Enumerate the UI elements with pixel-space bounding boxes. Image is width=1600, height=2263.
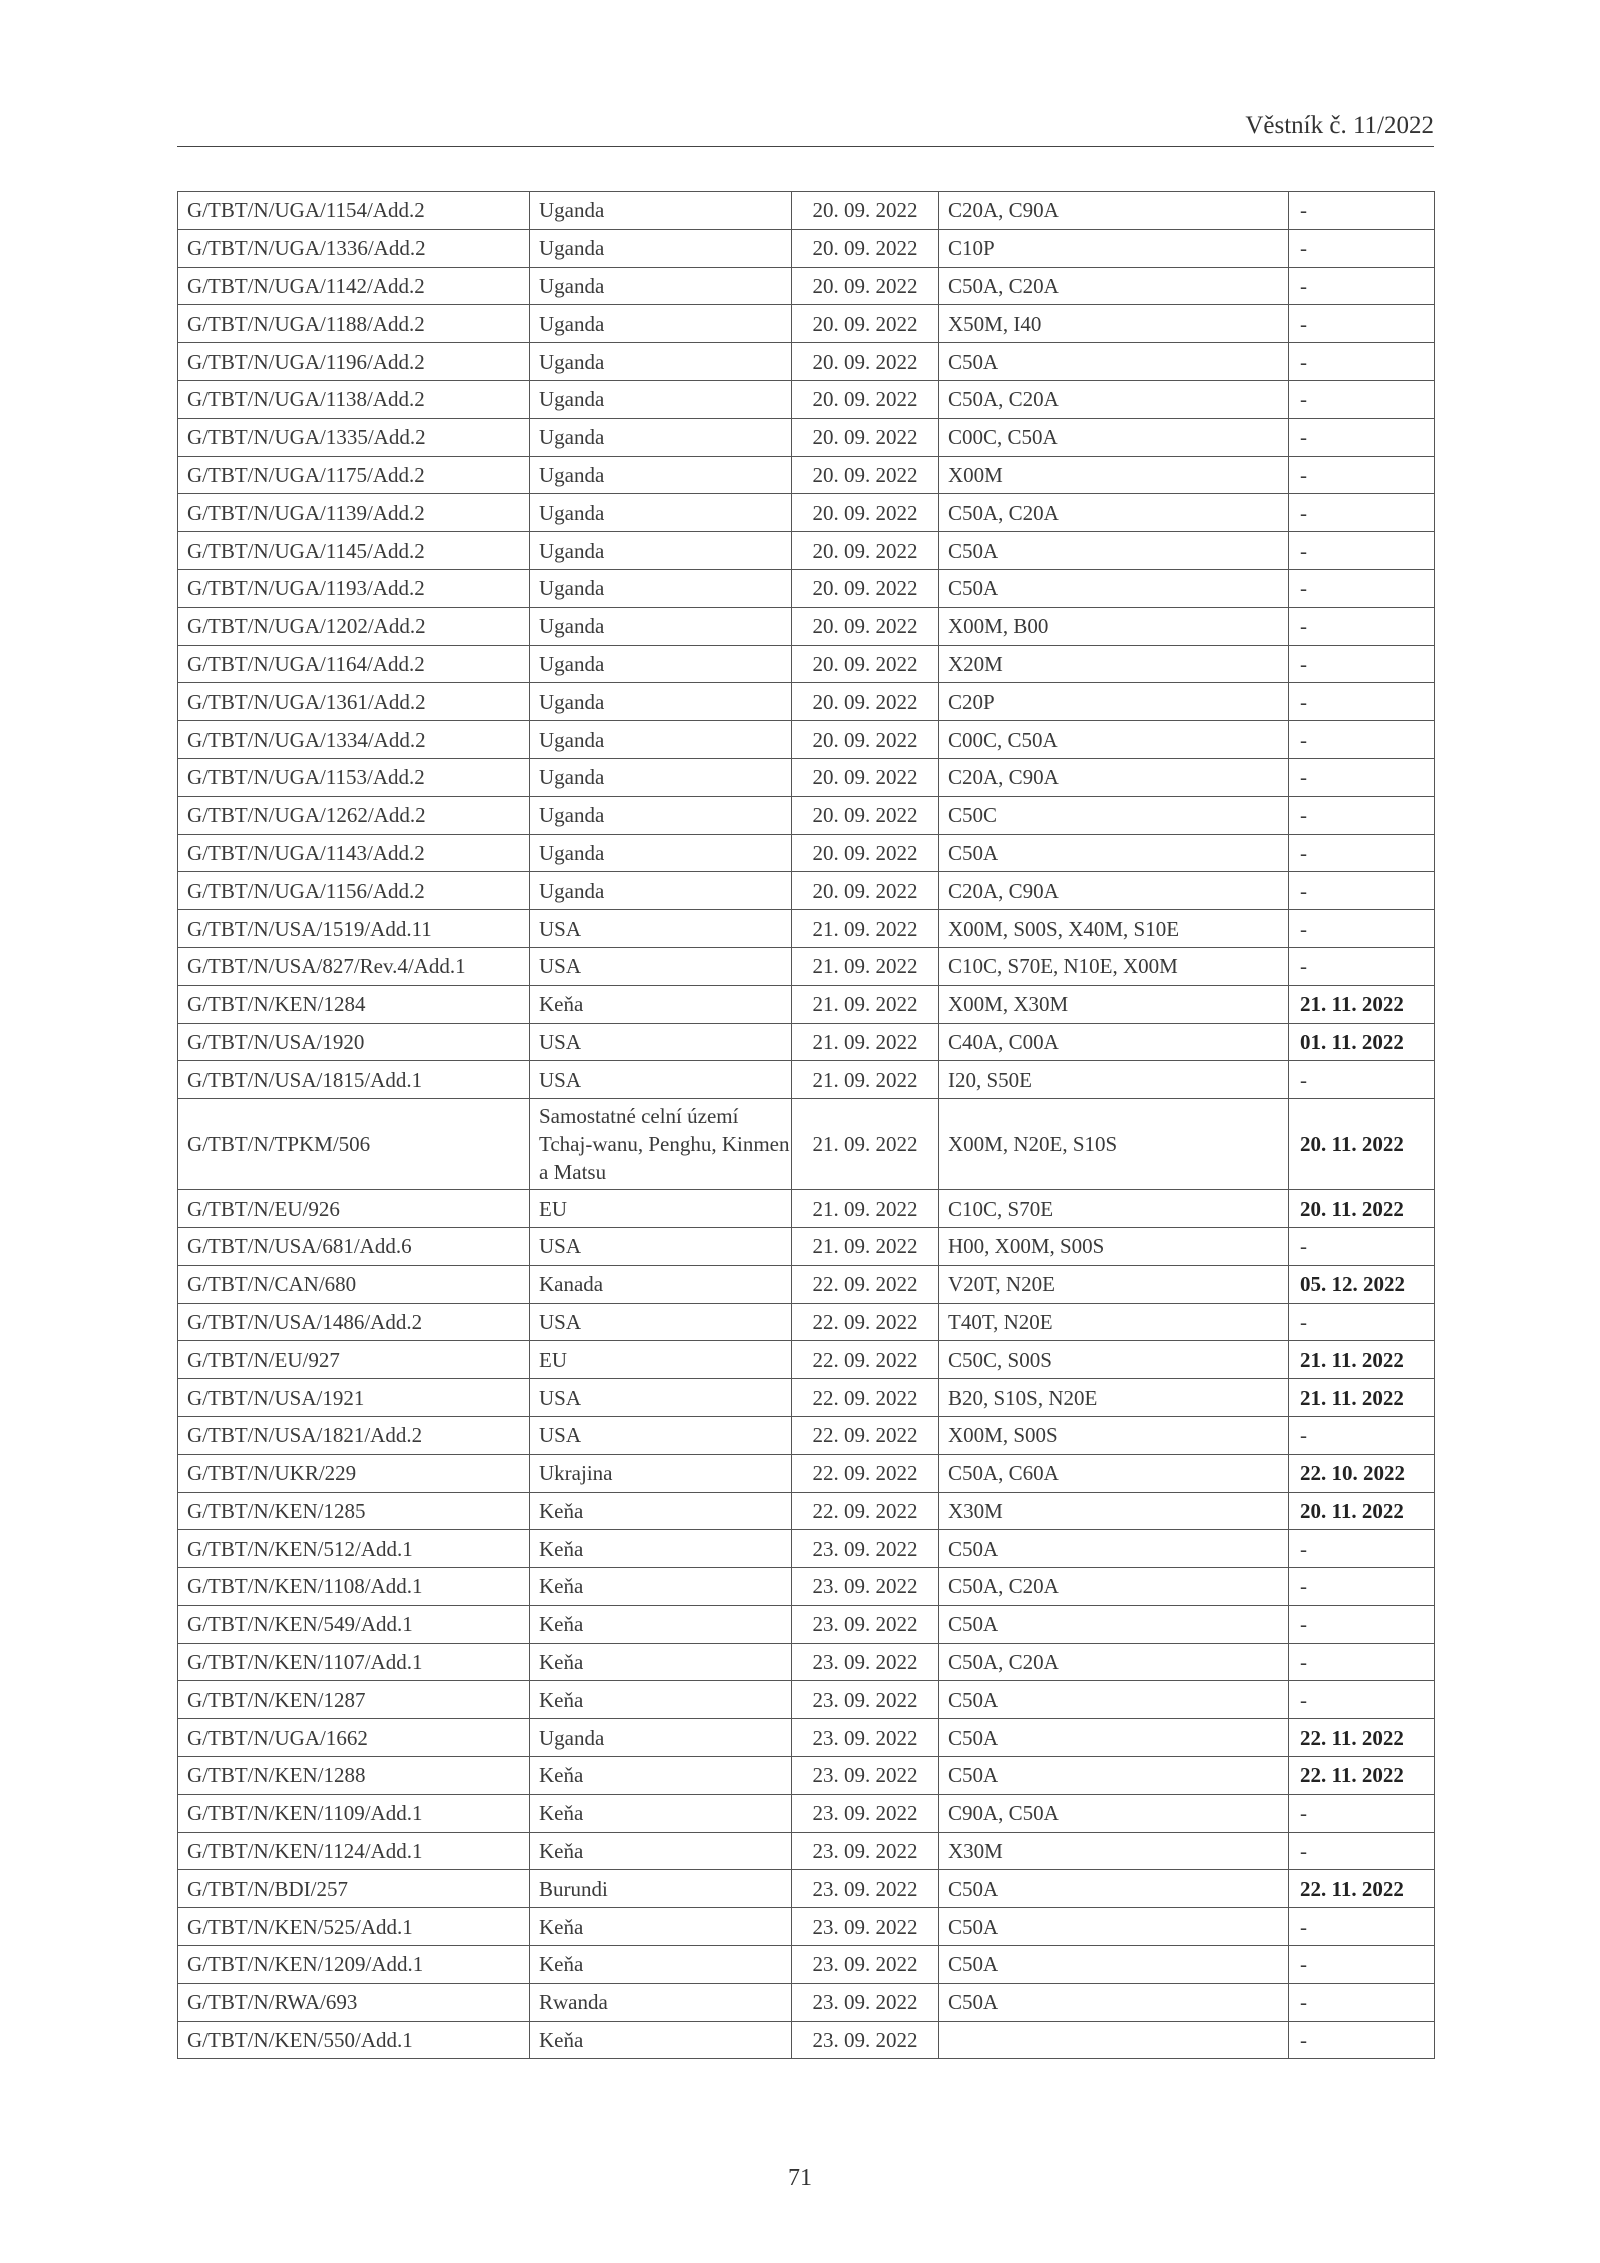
member-country-cell: Uganda xyxy=(530,192,792,230)
table-row xyxy=(178,494,1435,532)
notification-date-cell: 20. 09. 2022 xyxy=(792,796,939,834)
notification-date-cell: 23. 09. 2022 xyxy=(792,1794,939,1832)
table-row xyxy=(178,1908,1435,1946)
page-header: Věstník č. 11/2022 xyxy=(1245,112,1434,139)
comment-deadline-cell: - xyxy=(1289,1605,1435,1643)
notification-date-cell: 23. 09. 2022 xyxy=(792,1983,939,2021)
table-row xyxy=(178,1454,1435,1492)
comment-deadline-cell: - xyxy=(1289,721,1435,759)
comment-deadline-cell: - xyxy=(1289,343,1435,381)
notification-date-cell: 20. 09. 2022 xyxy=(792,494,939,532)
comment-deadline-cell: - xyxy=(1289,645,1435,683)
member-country-cell: Uganda xyxy=(530,532,792,570)
notification-date-cell: 22. 09. 2022 xyxy=(792,1416,939,1454)
notification-date-cell: 21. 09. 2022 xyxy=(792,985,939,1023)
member-country-cell: USA xyxy=(530,1379,792,1417)
member-country-cell: Keňa xyxy=(530,985,792,1023)
member-country-cell: Samostatné celní území Tchaj-wanu, Penghu, Kinmen a Matsu xyxy=(530,1099,792,1190)
notification-code-cell: G/TBT/N/UGA/1361/Add.2 xyxy=(178,683,530,721)
classification-codes-cell: X00M, S00S xyxy=(939,1416,1289,1454)
comment-deadline-cell: 20. 11. 2022 xyxy=(1289,1492,1435,1530)
notification-date-cell: 20. 09. 2022 xyxy=(792,305,939,343)
member-country-cell: Uganda xyxy=(530,418,792,456)
notification-code-cell: G/TBT/N/USA/1486/Add.2 xyxy=(178,1303,530,1341)
notification-date-cell: 23. 09. 2022 xyxy=(792,1530,939,1568)
classification-codes-cell: T40T, N20E xyxy=(939,1303,1289,1341)
classification-codes-cell: C50C, S00S xyxy=(939,1341,1289,1379)
classification-codes-cell: B20, S10S, N20E xyxy=(939,1379,1289,1417)
notification-code-cell: G/TBT/N/UKR/229 xyxy=(178,1454,530,1492)
comment-deadline-cell: 22. 11. 2022 xyxy=(1289,1757,1435,1795)
notification-date-cell: 20. 09. 2022 xyxy=(792,192,939,230)
notification-date-cell: 20. 09. 2022 xyxy=(792,721,939,759)
notifications-table xyxy=(177,191,1435,2059)
table-row xyxy=(178,834,1435,872)
member-country-cell: Kanada xyxy=(530,1265,792,1303)
table-row xyxy=(178,1227,1435,1265)
notification-date-cell: 22. 09. 2022 xyxy=(792,1303,939,1341)
member-country-cell: Uganda xyxy=(530,796,792,834)
table-row xyxy=(178,1568,1435,1606)
member-country-cell: Uganda xyxy=(530,305,792,343)
notification-code-cell: G/TBT/N/USA/1821/Add.2 xyxy=(178,1416,530,1454)
comment-deadline-cell: 22. 11. 2022 xyxy=(1289,1870,1435,1908)
comment-deadline-cell: - xyxy=(1289,192,1435,230)
notification-date-cell: 21. 09. 2022 xyxy=(792,1023,939,1061)
member-country-cell: Keňa xyxy=(530,1946,792,1984)
notification-date-cell: 20. 09. 2022 xyxy=(792,380,939,418)
comment-deadline-cell: - xyxy=(1289,380,1435,418)
classification-codes-cell: C90A, C50A xyxy=(939,1794,1289,1832)
table-row xyxy=(178,380,1435,418)
notification-date-cell: 20. 09. 2022 xyxy=(792,418,939,456)
notification-code-cell: G/TBT/N/CAN/680 xyxy=(178,1265,530,1303)
comment-deadline-cell: 22. 10. 2022 xyxy=(1289,1454,1435,1492)
classification-codes-cell: C50A xyxy=(939,1757,1289,1795)
member-country-cell: Keňa xyxy=(530,1605,792,1643)
member-country-cell: Uganda xyxy=(530,456,792,494)
notification-code-cell: G/TBT/N/KEN/550/Add.1 xyxy=(178,2021,530,2059)
table-row xyxy=(178,872,1435,910)
table-row xyxy=(178,683,1435,721)
notification-date-cell: 20. 09. 2022 xyxy=(792,834,939,872)
classification-codes-cell: C50A xyxy=(939,1605,1289,1643)
notification-date-cell: 20. 09. 2022 xyxy=(792,872,939,910)
comment-deadline-cell: - xyxy=(1289,947,1435,985)
classification-codes-cell: C50A, C20A xyxy=(939,494,1289,532)
comment-deadline-cell: - xyxy=(1289,796,1435,834)
comment-deadline-cell: - xyxy=(1289,569,1435,607)
comment-deadline-cell: - xyxy=(1289,1568,1435,1606)
notification-date-cell: 22. 09. 2022 xyxy=(792,1265,939,1303)
notification-code-cell: G/TBT/N/KEN/1107/Add.1 xyxy=(178,1643,530,1681)
notification-date-cell: 23. 09. 2022 xyxy=(792,1605,939,1643)
member-country-cell: Keňa xyxy=(530,1530,792,1568)
notification-date-cell: 23. 09. 2022 xyxy=(792,1870,939,1908)
notification-date-cell: 21. 09. 2022 xyxy=(792,1227,939,1265)
table-row xyxy=(178,569,1435,607)
notification-code-cell: G/TBT/N/UGA/1139/Add.2 xyxy=(178,494,530,532)
member-country-cell: Keňa xyxy=(530,1832,792,1870)
comment-deadline-cell: 21. 11. 2022 xyxy=(1289,1341,1435,1379)
table-row xyxy=(178,192,1435,230)
notification-code-cell: G/TBT/N/UGA/1193/Add.2 xyxy=(178,569,530,607)
member-country-cell: Burundi xyxy=(530,1870,792,1908)
member-country-cell: USA xyxy=(530,1061,792,1099)
notification-code-cell: G/TBT/N/UGA/1662 xyxy=(178,1719,530,1757)
classification-codes-cell: X00M xyxy=(939,456,1289,494)
notification-date-cell: 20. 09. 2022 xyxy=(792,456,939,494)
notification-date-cell: 20. 09. 2022 xyxy=(792,645,939,683)
table-row xyxy=(178,1265,1435,1303)
notification-date-cell: 22. 09. 2022 xyxy=(792,1379,939,1417)
notification-date-cell: 21. 09. 2022 xyxy=(792,1099,939,1190)
classification-codes-cell: I20, S50E xyxy=(939,1061,1289,1099)
table-row xyxy=(178,1870,1435,1908)
member-country-cell: Uganda xyxy=(530,229,792,267)
table-row xyxy=(178,721,1435,759)
notification-date-cell: 20. 09. 2022 xyxy=(792,569,939,607)
notification-date-cell: 20. 09. 2022 xyxy=(792,343,939,381)
notification-code-cell: G/TBT/N/EU/926 xyxy=(178,1190,530,1228)
notification-code-cell: G/TBT/N/USA/827/Rev.4/Add.1 xyxy=(178,947,530,985)
comment-deadline-cell: - xyxy=(1289,1227,1435,1265)
member-country-cell: Uganda xyxy=(530,494,792,532)
table-row xyxy=(178,1681,1435,1719)
comment-deadline-cell: - xyxy=(1289,2021,1435,2059)
notification-code-cell: G/TBT/N/UGA/1154/Add.2 xyxy=(178,192,530,230)
notification-date-cell: 22. 09. 2022 xyxy=(792,1454,939,1492)
table-row xyxy=(178,1832,1435,1870)
table-row xyxy=(178,1794,1435,1832)
notification-code-cell: G/TBT/N/UGA/1145/Add.2 xyxy=(178,532,530,570)
table-row xyxy=(178,456,1435,494)
notification-code-cell: G/TBT/N/KEN/525/Add.1 xyxy=(178,1908,530,1946)
table-row xyxy=(178,418,1435,456)
table-row xyxy=(178,645,1435,683)
classification-codes-cell: C50A xyxy=(939,1983,1289,2021)
notification-code-cell: G/TBT/N/UGA/1138/Add.2 xyxy=(178,380,530,418)
member-country-cell: Uganda xyxy=(530,569,792,607)
classification-codes-cell: C50A, C20A xyxy=(939,380,1289,418)
table-row xyxy=(178,1303,1435,1341)
header-divider xyxy=(177,146,1434,147)
classification-codes-cell: C50A xyxy=(939,343,1289,381)
classification-codes-cell: C50A xyxy=(939,1946,1289,1984)
classification-codes-cell: X00M, X30M xyxy=(939,985,1289,1023)
table-row xyxy=(178,267,1435,305)
notification-code-cell: G/TBT/N/KEN/1288 xyxy=(178,1757,530,1795)
notification-code-cell: G/TBT/N/KEN/1124/Add.1 xyxy=(178,1832,530,1870)
member-country-cell: EU xyxy=(530,1341,792,1379)
notification-code-cell: G/TBT/N/UGA/1188/Add.2 xyxy=(178,305,530,343)
notification-date-cell: 21. 09. 2022 xyxy=(792,1061,939,1099)
member-country-cell: Uganda xyxy=(530,645,792,683)
comment-deadline-cell: - xyxy=(1289,456,1435,494)
classification-codes-cell: C50A xyxy=(939,1530,1289,1568)
member-country-cell: Keňa xyxy=(530,1681,792,1719)
notification-date-cell: 21. 09. 2022 xyxy=(792,910,939,948)
member-country-cell: Keňa xyxy=(530,1794,792,1832)
classification-codes-cell: C50A, C20A xyxy=(939,1568,1289,1606)
comment-deadline-cell: - xyxy=(1289,1794,1435,1832)
notification-code-cell: G/TBT/N/UGA/1196/Add.2 xyxy=(178,343,530,381)
classification-codes-cell: C10P xyxy=(939,229,1289,267)
notification-date-cell: 20. 09. 2022 xyxy=(792,229,939,267)
table-row xyxy=(178,758,1435,796)
table-row xyxy=(178,532,1435,570)
notification-code-cell: G/TBT/N/USA/1921 xyxy=(178,1379,530,1417)
classification-codes-cell: C10C, S70E xyxy=(939,1190,1289,1228)
table-row xyxy=(178,1379,1435,1417)
comment-deadline-cell: - xyxy=(1289,607,1435,645)
notification-code-cell: G/TBT/N/KEN/512/Add.1 xyxy=(178,1530,530,1568)
classification-codes-cell: X20M xyxy=(939,645,1289,683)
member-country-cell: USA xyxy=(530,1416,792,1454)
notification-date-cell: 21. 09. 2022 xyxy=(792,1190,939,1228)
comment-deadline-cell: - xyxy=(1289,872,1435,910)
notification-code-cell: G/TBT/N/UGA/1142/Add.2 xyxy=(178,267,530,305)
notification-code-cell: G/TBT/N/KEN/549/Add.1 xyxy=(178,1605,530,1643)
comment-deadline-cell: - xyxy=(1289,1983,1435,2021)
comment-deadline-cell: - xyxy=(1289,494,1435,532)
classification-codes-cell: C00C, C50A xyxy=(939,418,1289,456)
comment-deadline-cell: 21. 11. 2022 xyxy=(1289,985,1435,1023)
notification-date-cell: 22. 09. 2022 xyxy=(792,1341,939,1379)
notification-date-cell: 23. 09. 2022 xyxy=(792,1908,939,1946)
classification-codes-cell: C50A xyxy=(939,532,1289,570)
notification-code-cell: G/TBT/N/KEN/1109/Add.1 xyxy=(178,1794,530,1832)
comment-deadline-cell: 20. 11. 2022 xyxy=(1289,1190,1435,1228)
notification-code-cell: G/TBT/N/UGA/1164/Add.2 xyxy=(178,645,530,683)
member-country-cell: Keňa xyxy=(530,1492,792,1530)
notification-date-cell: 20. 09. 2022 xyxy=(792,607,939,645)
member-country-cell: Keňa xyxy=(530,2021,792,2059)
notification-date-cell: 23. 09. 2022 xyxy=(792,1946,939,1984)
classification-codes-cell: C50C xyxy=(939,796,1289,834)
comment-deadline-cell: 21. 11. 2022 xyxy=(1289,1379,1435,1417)
notification-date-cell: 23. 09. 2022 xyxy=(792,1643,939,1681)
comment-deadline-cell: - xyxy=(1289,834,1435,872)
comment-deadline-cell: 01. 11. 2022 xyxy=(1289,1023,1435,1061)
table-row xyxy=(178,2021,1435,2059)
table-row xyxy=(178,985,1435,1023)
comment-deadline-cell: - xyxy=(1289,1643,1435,1681)
notification-date-cell: 20. 09. 2022 xyxy=(792,683,939,721)
member-country-cell: Uganda xyxy=(530,380,792,418)
notification-date-cell: 20. 09. 2022 xyxy=(792,532,939,570)
classification-codes-cell: C50A xyxy=(939,1719,1289,1757)
comment-deadline-cell: 05. 12. 2022 xyxy=(1289,1265,1435,1303)
table-row xyxy=(178,305,1435,343)
notification-code-cell: G/TBT/N/EU/927 xyxy=(178,1341,530,1379)
notification-date-cell: 23. 09. 2022 xyxy=(792,2021,939,2059)
classification-codes-cell: X30M xyxy=(939,1832,1289,1870)
notification-code-cell: G/TBT/N/USA/1519/Add.11 xyxy=(178,910,530,948)
comment-deadline-cell: - xyxy=(1289,1303,1435,1341)
comment-deadline-cell: - xyxy=(1289,532,1435,570)
table-row xyxy=(178,1341,1435,1379)
member-country-cell: USA xyxy=(530,1303,792,1341)
classification-codes-cell: C50A, C20A xyxy=(939,267,1289,305)
page-number: 71 xyxy=(788,2165,812,2191)
comment-deadline-cell: - xyxy=(1289,1681,1435,1719)
classification-codes-cell: X30M xyxy=(939,1492,1289,1530)
classification-codes-cell: C40A, C00A xyxy=(939,1023,1289,1061)
table-row xyxy=(178,1099,1435,1190)
comment-deadline-cell: - xyxy=(1289,1061,1435,1099)
classification-codes-cell: X00M, B00 xyxy=(939,607,1289,645)
notification-code-cell: G/TBT/N/KEN/1287 xyxy=(178,1681,530,1719)
classification-codes-cell: C20A, C90A xyxy=(939,192,1289,230)
classification-codes-cell: C20A, C90A xyxy=(939,872,1289,910)
classification-codes-cell: C50A xyxy=(939,1908,1289,1946)
member-country-cell: USA xyxy=(530,1227,792,1265)
table-row xyxy=(178,343,1435,381)
notification-code-cell: G/TBT/N/BDI/257 xyxy=(178,1870,530,1908)
member-country-cell: Uganda xyxy=(530,834,792,872)
classification-codes-cell: C50A, C60A xyxy=(939,1454,1289,1492)
table-row xyxy=(178,947,1435,985)
comment-deadline-cell: - xyxy=(1289,1946,1435,1984)
classification-codes-cell: X00M, S00S, X40M, S10E xyxy=(939,910,1289,948)
classification-codes-cell: C50A xyxy=(939,1870,1289,1908)
comment-deadline-cell: - xyxy=(1289,910,1435,948)
classification-codes-cell: C50A xyxy=(939,834,1289,872)
table-row xyxy=(178,1946,1435,1984)
table-row xyxy=(178,1061,1435,1099)
member-country-cell: EU xyxy=(530,1190,792,1228)
notification-date-cell: 20. 09. 2022 xyxy=(792,267,939,305)
table-row xyxy=(178,1719,1435,1757)
member-country-cell: Uganda xyxy=(530,343,792,381)
notification-code-cell: G/TBT/N/TPKM/506 xyxy=(178,1099,530,1190)
notifications-table-body xyxy=(178,192,1435,2059)
comment-deadline-cell: - xyxy=(1289,229,1435,267)
notification-code-cell: G/TBT/N/KEN/1285 xyxy=(178,1492,530,1530)
notification-date-cell: 23. 09. 2022 xyxy=(792,1568,939,1606)
member-country-cell: USA xyxy=(530,947,792,985)
comment-deadline-cell: 20. 11. 2022 xyxy=(1289,1099,1435,1190)
member-country-cell: Uganda xyxy=(530,267,792,305)
member-country-cell: Uganda xyxy=(530,872,792,910)
classification-codes-cell: C10C, S70E, N10E, X00M xyxy=(939,947,1289,985)
notification-code-cell: G/TBT/N/UGA/1143/Add.2 xyxy=(178,834,530,872)
comment-deadline-cell: - xyxy=(1289,305,1435,343)
notification-code-cell: G/TBT/N/UGA/1334/Add.2 xyxy=(178,721,530,759)
member-country-cell: USA xyxy=(530,1023,792,1061)
member-country-cell: Uganda xyxy=(530,683,792,721)
classification-codes-cell: H00, X00M, S00S xyxy=(939,1227,1289,1265)
member-country-cell: Keňa xyxy=(530,1643,792,1681)
comment-deadline-cell: - xyxy=(1289,758,1435,796)
notification-code-cell: G/TBT/N/UGA/1153/Add.2 xyxy=(178,758,530,796)
classification-codes-cell: X00M, N20E, S10S xyxy=(939,1099,1289,1190)
notification-code-cell: G/TBT/N/UGA/1335/Add.2 xyxy=(178,418,530,456)
table-row xyxy=(178,1757,1435,1795)
member-country-cell: Uganda xyxy=(530,758,792,796)
comment-deadline-cell: - xyxy=(1289,1832,1435,1870)
member-country-cell: Uganda xyxy=(530,1719,792,1757)
comment-deadline-cell: - xyxy=(1289,1530,1435,1568)
notification-date-cell: 20. 09. 2022 xyxy=(792,758,939,796)
notification-code-cell: G/TBT/N/USA/1920 xyxy=(178,1023,530,1061)
member-country-cell: Keňa xyxy=(530,1908,792,1946)
notification-date-cell: 23. 09. 2022 xyxy=(792,1719,939,1757)
classification-codes-cell: V20T, N20E xyxy=(939,1265,1289,1303)
comment-deadline-cell: - xyxy=(1289,683,1435,721)
table-row xyxy=(178,910,1435,948)
comment-deadline-cell: - xyxy=(1289,1416,1435,1454)
member-country-cell: USA xyxy=(530,910,792,948)
comment-deadline-cell: - xyxy=(1289,1908,1435,1946)
table-row xyxy=(178,229,1435,267)
comment-deadline-cell: - xyxy=(1289,267,1435,305)
table-row xyxy=(178,1605,1435,1643)
member-country-cell: Ukrajina xyxy=(530,1454,792,1492)
table-row xyxy=(178,1530,1435,1568)
comment-deadline-cell: - xyxy=(1289,418,1435,456)
comment-deadline-cell: 22. 11. 2022 xyxy=(1289,1719,1435,1757)
classification-codes-cell: X50M, I40 xyxy=(939,305,1289,343)
notification-date-cell: 21. 09. 2022 xyxy=(792,947,939,985)
table-row xyxy=(178,1492,1435,1530)
classification-codes-cell: C00C, C50A xyxy=(939,721,1289,759)
notification-code-cell: G/TBT/N/UGA/1262/Add.2 xyxy=(178,796,530,834)
table-row xyxy=(178,1416,1435,1454)
notification-code-cell: G/TBT/N/USA/1815/Add.1 xyxy=(178,1061,530,1099)
notification-code-cell: G/TBT/N/UGA/1202/Add.2 xyxy=(178,607,530,645)
notification-date-cell: 23. 09. 2022 xyxy=(792,1681,939,1719)
notification-code-cell: G/TBT/N/KEN/1209/Add.1 xyxy=(178,1946,530,1984)
notification-code-cell: G/TBT/N/UGA/1336/Add.2 xyxy=(178,229,530,267)
classification-codes-cell: C20P xyxy=(939,683,1289,721)
table-row xyxy=(178,1643,1435,1681)
notification-code-cell: G/TBT/N/KEN/1108/Add.1 xyxy=(178,1568,530,1606)
table-row xyxy=(178,1190,1435,1228)
notification-code-cell: G/TBT/N/RWA/693 xyxy=(178,1983,530,2021)
member-country-cell: Keňa xyxy=(530,1757,792,1795)
classification-codes-cell: C50A xyxy=(939,1681,1289,1719)
member-country-cell: Rwanda xyxy=(530,1983,792,2021)
classification-codes-cell: C20A, C90A xyxy=(939,758,1289,796)
member-country-cell: Keňa xyxy=(530,1568,792,1606)
classification-codes-cell: C50A xyxy=(939,569,1289,607)
member-country-cell: Uganda xyxy=(530,607,792,645)
classification-codes-cell: C50A, C20A xyxy=(939,1643,1289,1681)
classification-codes-cell xyxy=(939,2021,1289,2059)
notification-date-cell: 23. 09. 2022 xyxy=(792,1832,939,1870)
table-row xyxy=(178,1983,1435,2021)
table-row xyxy=(178,1023,1435,1061)
notification-code-cell: G/TBT/N/UGA/1156/Add.2 xyxy=(178,872,530,910)
notification-code-cell: G/TBT/N/KEN/1284 xyxy=(178,985,530,1023)
notification-date-cell: 22. 09. 2022 xyxy=(792,1492,939,1530)
table-row xyxy=(178,796,1435,834)
notification-date-cell: 23. 09. 2022 xyxy=(792,1757,939,1795)
notification-code-cell: G/TBT/N/USA/681/Add.6 xyxy=(178,1227,530,1265)
table-row xyxy=(178,607,1435,645)
notification-code-cell: G/TBT/N/UGA/1175/Add.2 xyxy=(178,456,530,494)
member-country-cell: Uganda xyxy=(530,721,792,759)
